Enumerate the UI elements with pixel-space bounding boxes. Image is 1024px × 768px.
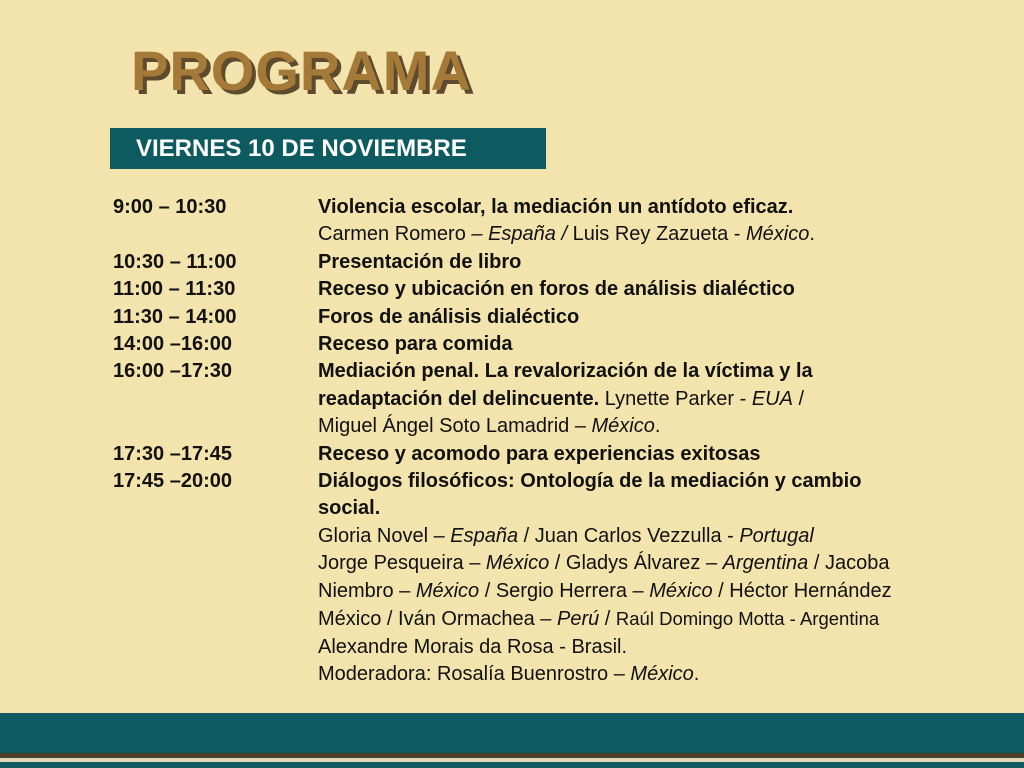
text-segment: México bbox=[745, 223, 810, 246]
text-segment: Receso y ubicación en foros de análisis dialéctico bbox=[318, 278, 795, 301]
text-segment: Mediación penal. La revalorización de la víctima y la bbox=[318, 360, 813, 383]
text-segment: Jorge Pesqueira – bbox=[318, 552, 486, 575]
footer-divider bbox=[0, 762, 1024, 768]
day-label: VIERNES 10 DE NOVIEMBRE bbox=[136, 135, 467, 162]
text-segment: Diálogos filosóficos: Ontología de la mediación y cambio bbox=[318, 470, 862, 493]
schedule-content bbox=[318, 331, 993, 358]
schedule-line bbox=[318, 358, 993, 385]
schedule-row bbox=[113, 331, 993, 358]
text-segment: Raúl Domingo Motta - Argentina bbox=[615, 608, 880, 630]
text-segment: Violencia escolar, la mediación un antídoto eficaz. bbox=[318, 196, 794, 218]
schedule-time: 9:00 – 10:30 bbox=[113, 196, 227, 218]
text-segment: Portugal bbox=[739, 524, 814, 547]
schedule-content bbox=[318, 304, 993, 331]
text-segment: Moderadora: Rosalía Buenrostro – bbox=[318, 662, 631, 685]
text-segment: Gloria Novel – bbox=[318, 524, 451, 547]
text-segment: México / Iván Ormachea – bbox=[318, 608, 557, 631]
schedule-content bbox=[318, 249, 993, 276]
schedule-line bbox=[318, 249, 993, 276]
schedule-line bbox=[318, 221, 993, 248]
schedule-time: 17:30 –17:45 bbox=[113, 442, 232, 465]
schedule-content bbox=[318, 441, 993, 468]
schedule-time: 14:00 –16:00 bbox=[113, 333, 232, 356]
schedule-row bbox=[113, 468, 993, 688]
text-segment: Miguel Ángel Soto Lamadrid – bbox=[318, 415, 592, 438]
schedule-line bbox=[318, 331, 993, 358]
page-title: PROGRAMA bbox=[131, 39, 472, 102]
schedule-content bbox=[318, 194, 993, 249]
schedule-line bbox=[318, 194, 993, 221]
text-segment: / bbox=[792, 387, 805, 410]
schedule-line bbox=[318, 468, 993, 495]
text-segment: . bbox=[654, 415, 661, 438]
schedule-row bbox=[113, 441, 993, 468]
text-segment: EUA bbox=[751, 387, 793, 410]
schedule-time: 10:30 – 11:00 bbox=[113, 250, 237, 273]
text-segment: Argentina bbox=[722, 552, 809, 575]
schedule-line bbox=[318, 550, 993, 577]
text-segment: México bbox=[591, 415, 655, 438]
schedule-time: 11:30 – 14:00 bbox=[113, 305, 237, 328]
schedule-row bbox=[113, 249, 993, 276]
schedule-time: 17:45 –20:00 bbox=[113, 470, 232, 493]
text-segment: España bbox=[450, 524, 519, 547]
schedule-time: 11:00 – 11:30 bbox=[113, 278, 236, 301]
text-segment: / Héctor Hernández bbox=[712, 579, 892, 602]
schedule-row bbox=[113, 358, 993, 440]
schedule-line bbox=[318, 441, 993, 468]
schedule-line bbox=[318, 634, 993, 661]
schedule-line bbox=[318, 386, 993, 413]
schedule-line bbox=[318, 578, 993, 605]
text-segment: Receso y acomodo para experiencias exitosas bbox=[318, 442, 761, 465]
text-segment: . bbox=[809, 223, 815, 246]
text-segment: Foros de análisis dialéctico bbox=[318, 305, 580, 328]
text-segment: Niembro – bbox=[318, 579, 416, 602]
text-segment: Carmen Romero – bbox=[318, 223, 489, 246]
text-segment: / bbox=[599, 608, 616, 631]
footer-band bbox=[0, 713, 1024, 753]
schedule-line bbox=[318, 523, 993, 550]
text-segment: / Juan Carlos Vezzulla - bbox=[518, 524, 740, 547]
schedule-line bbox=[318, 495, 993, 522]
text-segment: Presentación de libro bbox=[318, 250, 522, 273]
text-segment: Perú bbox=[556, 608, 600, 631]
schedule-row bbox=[113, 276, 993, 303]
text-segment: / Jacoba bbox=[808, 552, 890, 575]
text-segment: Alexandre Morais da Rosa - Brasil. bbox=[318, 635, 628, 658]
schedule-line bbox=[318, 661, 993, 688]
schedule-line bbox=[318, 276, 993, 303]
schedule-line bbox=[318, 413, 993, 440]
schedule-content bbox=[318, 468, 993, 688]
schedule-time: 16:00 –17:30 bbox=[113, 360, 232, 383]
text-segment: Receso para comida bbox=[318, 333, 513, 356]
schedule-row bbox=[113, 304, 993, 331]
schedule-row bbox=[113, 194, 993, 249]
text-segment: México bbox=[415, 579, 480, 602]
text-segment: social. bbox=[318, 497, 381, 520]
schedule-line bbox=[318, 304, 993, 331]
schedule-line bbox=[318, 605, 993, 633]
text-segment: Luis Rey Zazueta - bbox=[567, 223, 746, 246]
text-segment: / Sergio Herrera – bbox=[479, 579, 650, 602]
schedule-content bbox=[318, 358, 993, 440]
text-segment: México bbox=[485, 552, 550, 575]
text-segment: México bbox=[649, 579, 713, 602]
schedule-list bbox=[113, 194, 993, 688]
text-segment: Lynette Parker - bbox=[599, 387, 752, 410]
text-segment: España / bbox=[488, 223, 568, 246]
schedule-content bbox=[318, 276, 993, 303]
text-segment: readaptación del delincuente. bbox=[318, 387, 600, 410]
text-segment: México bbox=[630, 662, 694, 685]
day-banner bbox=[110, 128, 546, 169]
text-segment: . bbox=[693, 662, 700, 685]
text-segment: / Gladys Álvarez – bbox=[549, 552, 723, 575]
